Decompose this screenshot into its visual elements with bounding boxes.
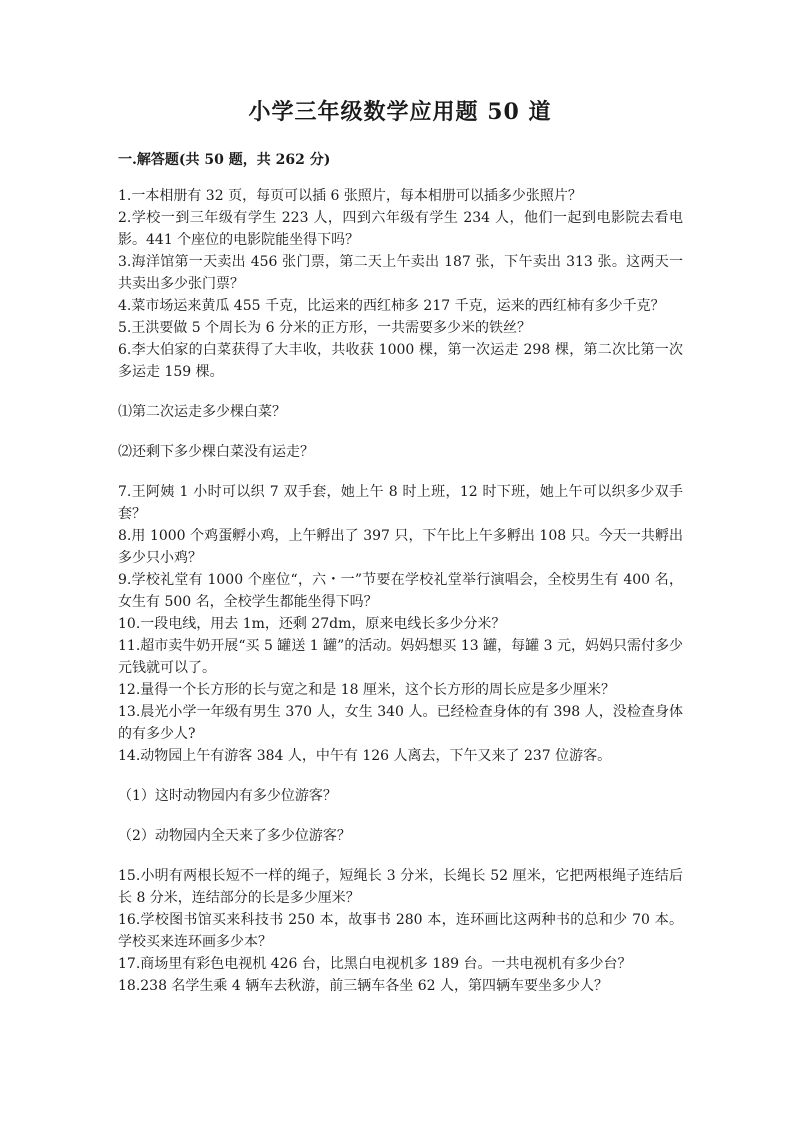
section-header: 一.解答题(共 50 题，共 262 分) [118, 152, 331, 168]
question-13: 13.晨光小学一年级有男生 370 人，女生 340 人。已经检查身体的有 398 人，没检查身体的有多少人? [118, 704, 683, 742]
question-14: 14.动物园上午有游客 384 人，中午有 126 人离去，下午又来了 237 位游客。 [118, 748, 612, 764]
question-6-sub-1: ⑴第二次运走多少棵白菜？ [118, 404, 286, 420]
question-5: 5.王洪要做 5 个周长为 6 分米的正方形，一共需要多少米的铁丝？ [118, 320, 531, 336]
question-3: 3.海洋馆第一天卖出 456 张门票，第二天上午卖出 187 张，下午卖出 313 张。这两天一共卖出多少张门票？ [118, 254, 683, 292]
question-6: 6.李大伯家的白菜获得了大丰收，共收获 1000 棵，第一次运走 298 棵，第二次比第一次多运走 159 棵。 [118, 342, 683, 380]
question-1: 1.一本相册有 32 页，每页可以插 6 张照片，每本相册可以插多少张照片？ [118, 188, 582, 204]
question-10: 10.一段电线，用去 1m，还剩 27dm，原来电线长多少分米？ [118, 616, 506, 632]
question-9: 9.学校礼堂有 1000 个座位“，六・一”节要在学校礼堂举行演唱会，全校男生有 400 名，女生有 500 名，全校学生都能坐得下吗？ [118, 572, 683, 610]
question-list [118, 185, 683, 997]
question-7: 7.王阿姨 1 小时可以织 7 双手套，她上午 8 时上班，12 时下班，她上午可以织多少双手套？ [118, 484, 683, 522]
question-8: 8.用 1000 个鸡蛋孵小鸡，上午孵出了 397 只，下午比上午多孵出 108 只。今天一共孵出多少只小鸡？ [118, 528, 683, 566]
question-6-sub-2: ⑵还剩下多少棵白菜没有运走？ [118, 444, 314, 460]
question-12: 12.量得一个长方形的长与宽之和是 18 厘米，这个长方形的周长应是多少厘米？ [118, 682, 615, 698]
question-2: 2.学校一到三年级有学生 223 人，四到六年级有学生 234 人，他们一起到电影院去看电影。441 个座位的电影院能坐得下吗？ [118, 210, 683, 248]
page-title: 小学三年级数学应用题 50 道 [248, 99, 552, 125]
question-11: 11.超市卖牛奶开展“买 5 罐送 1 罐”的活动。妈妈想买 13 罐，每罐 3 元，妈妈只需付多少元钱就可以了。 [118, 638, 683, 676]
question-15: 15.小明有两根长短不一样的绳子，短绳长 3 分米，长绳长 52 厘米，它把两根绳子连结后长 8 分米，连结部分的长是多少厘米？ [118, 868, 683, 906]
question-4: 4.菜市场运来黄瓜 455 千克，比运来的西红柿多 217 千克，运来的西红柿有多少千克？ [118, 298, 665, 314]
question-16: 16.学校图书馆买来科技书 250 本，故事书 280 本，连环画比这两种书的总和少 70 本。学校买来连环画多少本？ [118, 912, 683, 950]
question-18: 18.238 名学生乘 4 辆车去秋游，前三辆车各坐 62 人，第四辆车要坐多少人？ [118, 978, 608, 994]
question-14-sub-1: （1）这时动物园内有多少位游客？ [118, 788, 337, 804]
question-17: 17.商场里有彩色电视机 426 台，比黑白电视机多 189 台。一共电视机有多少台？ [118, 956, 632, 972]
question-14-sub-2: （2）动物园内全天来了多少位游客？ [118, 828, 351, 844]
